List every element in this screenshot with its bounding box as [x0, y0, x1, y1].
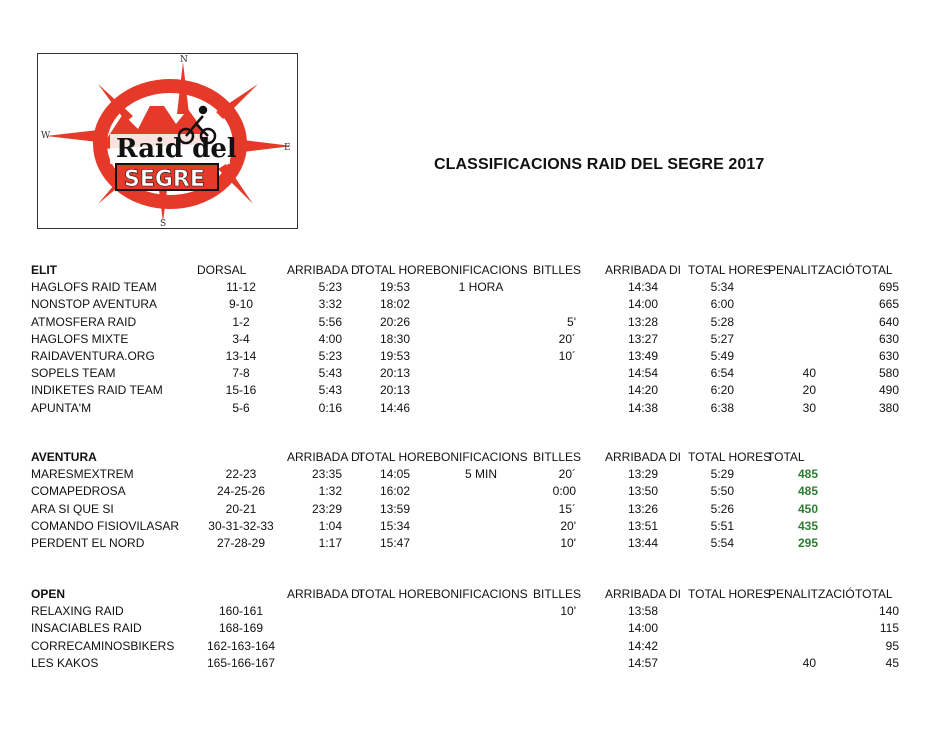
arribada-1-cell: 0:16 [318, 400, 342, 415]
arribada-2-cell: 13:50 [627, 484, 658, 499]
total-cell: 640 [878, 314, 899, 329]
header-bitlles: BITLLES [533, 450, 582, 464]
dorsal-cell: 162-163-164 [206, 638, 276, 653]
compass-w-label: W [41, 131, 51, 141]
bitlles-cell: 20´ [558, 331, 576, 346]
team-name: INSACIABLES RAID [31, 621, 142, 636]
total-hores-1-cell: 18:30 [379, 331, 410, 346]
total-hores-2-cell: 6:54 [710, 366, 734, 381]
table-row [0, 314, 940, 331]
header-arribada-2: ARRIBADA DI [605, 587, 682, 601]
arribada-1-cell: 1:32 [318, 484, 342, 499]
table-row [0, 382, 940, 399]
dorsal-cell: 11-12 [226, 280, 256, 295]
header-bonificacions: BONIFICACIONS [433, 587, 528, 601]
header-arribada-2: ARRIBADA DI [605, 263, 682, 277]
penalitzacio-cell: 40 [802, 655, 816, 670]
arribada-2-cell: 14:20 [627, 383, 658, 398]
arribada-2-cell: 13:49 [627, 349, 658, 363]
team-name: RAIDAVENTURA.ORG [31, 349, 155, 363]
bitlles-cell: 20' [560, 518, 576, 533]
arribada-1-cell: 23:29 [311, 501, 342, 516]
total-cell: 580 [878, 366, 899, 381]
table-row [0, 348, 940, 365]
header-arribada-1: ARRIBADA DI [287, 263, 364, 277]
penalitzacio-cell: 40 [802, 366, 816, 381]
total-hores-1-cell: 13:59 [379, 501, 410, 516]
arribada-2-cell: 14:42 [627, 638, 658, 653]
compass-n-label: N [180, 55, 188, 65]
bonificacions-cell: 5 MIN [464, 467, 497, 482]
dorsal-cell: 30-31-32-33 [208, 518, 274, 533]
header-total-hores-1: TOTAL HORE [358, 450, 434, 464]
total-hores-2-cell: 5:50 [710, 484, 734, 499]
bitlles-cell: 10´ [558, 349, 576, 363]
team-name: RELAXING RAID [31, 604, 124, 619]
total-hores-2-cell: 6:20 [710, 383, 734, 398]
header-penalitzacio: PENALITZACIÓ [768, 587, 855, 601]
arribada-1-cell: 5:43 [318, 383, 342, 398]
total-hores-2-cell: 5:51 [710, 518, 734, 533]
arribada-2-cell: 13:44 [627, 536, 658, 550]
dorsal-cell: 160-161 [218, 604, 264, 619]
arribada-2-cell: 14:54 [627, 366, 658, 381]
bonificacions-cell: 1 HORA [458, 280, 504, 295]
total-cell: 630 [878, 349, 899, 363]
dorsal-cell: 1-2 [232, 314, 250, 329]
total-hores-1-cell: 20:26 [379, 314, 410, 329]
table-row [0, 638, 940, 655]
elit-category-label: ELIT [31, 263, 57, 277]
arribada-2-cell: 13:27 [627, 331, 658, 346]
header-bonificacions: BONIFICACIONS [433, 263, 528, 277]
header-arribada-2: ARRIBADA DI [605, 450, 682, 464]
dorsal-cell: 13-14 [225, 349, 257, 363]
total-cell: 630 [878, 331, 899, 346]
total-hores-1-cell: 20:13 [379, 366, 410, 381]
team-name: INDIKETES RAID TEAM [31, 383, 163, 398]
total-hores-2-cell: 6:00 [710, 297, 734, 312]
header-total-hores-1: TOTAL HORE [358, 263, 434, 277]
dorsal-cell: 7-8 [232, 366, 250, 381]
total-hores-2-cell: 5:27 [710, 331, 734, 346]
table-row [0, 400, 940, 417]
arribada-1-cell: 5:43 [318, 366, 342, 381]
total-cell: 140 [878, 604, 899, 619]
dorsal-cell: 27-28-29 [216, 536, 266, 550]
arribada-1-cell: 5:23 [318, 349, 342, 363]
total-hores-2-cell: 5:29 [710, 467, 734, 482]
logo-text-top: Raid del [116, 134, 237, 164]
team-name: APUNTA'M [31, 400, 92, 415]
table-row [0, 501, 940, 518]
arribada-2-cell: 14:00 [627, 621, 658, 636]
team-name: COMAPEDROSA [31, 484, 126, 499]
table-row [0, 296, 940, 313]
total-cell: 115 [879, 621, 899, 636]
bitlles-cell: 10' [560, 536, 576, 550]
team-name: PERDENT EL NORD [31, 536, 145, 550]
header-total: TOTAL [855, 263, 893, 277]
elit-header-row [0, 262, 940, 279]
header-total-hores-1: TOTAL HORE [358, 587, 434, 601]
total-hores-2-cell: 6:38 [710, 400, 734, 415]
total-cell: 485 [797, 484, 818, 499]
header-total: TOTAL [855, 587, 893, 601]
header-total-hores-2: TOTAL HORES [688, 263, 772, 277]
header-bitlles: BITLLES [533, 263, 582, 277]
total-hores-2-cell: 5:49 [710, 349, 734, 363]
header-penalitzacio: PENALITZACIÓ [768, 263, 855, 277]
bitlles-cell: 5' [567, 314, 576, 329]
arribada-1-cell: 1:17 [318, 536, 342, 550]
bitlles-cell: 20´ [558, 467, 576, 482]
total-hores-2-cell: 5:54 [710, 536, 734, 550]
total-hores-1-cell: 19:53 [379, 349, 410, 363]
dorsal-cell: 9-10 [228, 297, 254, 312]
compass-e-label: E [284, 143, 291, 153]
total-cell: 95 [885, 638, 899, 653]
arribada-1-cell: 23:35 [311, 467, 342, 482]
arribada-2-cell: 13:51 [627, 518, 658, 533]
compass-s-label: S [160, 219, 167, 228]
total-cell: 435 [797, 518, 818, 533]
team-name: CORRECAMINOSBIKERS [31, 638, 175, 653]
arribada-1-cell: 1:04 [318, 518, 342, 533]
header-arribada-1: ARRIBADA DI [287, 587, 364, 601]
table-row [0, 365, 940, 382]
total-cell: 45 [885, 655, 899, 670]
team-name: NONSTOP AVENTURA [31, 297, 158, 312]
total-hores-1-cell: 15:34 [379, 518, 410, 533]
aventura-header-row [0, 449, 940, 466]
total-cell: 450 [797, 501, 818, 516]
total-cell: 665 [878, 297, 899, 312]
table-row [0, 483, 940, 500]
arribada-2-cell: 14:34 [627, 280, 658, 295]
logo-compass-graphic [38, 54, 297, 228]
aventura-category-label: AVENTURA [31, 450, 97, 464]
team-name: COMANDO FISIOVILASAR [31, 518, 180, 533]
dorsal-cell: 22-23 [225, 467, 257, 482]
table-row [0, 466, 940, 483]
dorsal-cell: 3-4 [232, 331, 250, 346]
arribada-2-cell: 13:28 [627, 314, 658, 329]
table-row [0, 535, 940, 552]
arribada-1-cell: 5:56 [318, 314, 342, 329]
team-name: LES KAKOS [31, 655, 99, 670]
logo-text-bottom: SEGRE [124, 167, 205, 192]
total-hores-1-cell: 20:13 [379, 383, 410, 398]
dorsal-cell: 5-6 [232, 400, 250, 415]
total-cell: 295 [797, 536, 818, 550]
dorsal-cell: 20-21 [225, 501, 257, 516]
arribada-2-cell: 13:26 [627, 501, 658, 516]
table-row [0, 620, 940, 637]
arribada-1-cell: 3:32 [318, 297, 342, 312]
header-dorsal: DORSAL [197, 263, 247, 277]
arribada-2-cell: 13:29 [627, 467, 658, 482]
arribada-2-cell: 14:00 [627, 297, 658, 312]
header-total: TOTAL [767, 450, 805, 464]
open-header-row [0, 586, 940, 603]
total-hores-1-cell: 18:02 [379, 297, 410, 312]
bitlles-cell: 15´ [558, 501, 576, 516]
total-cell: 380 [878, 400, 899, 415]
header-total-hores-2: TOTAL HORES [688, 587, 772, 601]
table-row [0, 603, 940, 620]
total-cell: 485 [797, 467, 818, 482]
arribada-1-cell: 5:23 [318, 280, 342, 295]
header-total-hores-2: TOTAL HORES [688, 450, 772, 464]
arribada-2-cell: 13:58 [627, 604, 658, 619]
total-hores-2-cell: 5:26 [710, 501, 734, 516]
penalitzacio-cell: 30 [802, 400, 816, 415]
total-hores-1-cell: 14:05 [379, 467, 410, 482]
dorsal-cell: 168-169 [218, 621, 264, 636]
team-name: HAGLOFS RAID TEAM [31, 280, 157, 295]
dorsal-cell: 24-25-26 [216, 484, 266, 499]
total-hores-1-cell: 14:46 [379, 400, 410, 415]
team-name: ARA SI QUE SI [31, 501, 114, 516]
total-cell: 695 [878, 280, 899, 295]
header-bonificacions: BONIFICACIONS [433, 450, 528, 464]
total-hores-1-cell: 19:53 [379, 280, 410, 295]
team-name: MARESMEXTREM [31, 467, 134, 482]
dorsal-cell: 165-166-167 [206, 655, 276, 670]
penalitzacio-cell: 20 [802, 383, 816, 398]
total-hores-1-cell: 15:47 [379, 536, 410, 550]
raid-del-segre-logo [37, 53, 298, 229]
page-title: CLASSIFICACIONS RAID DEL SEGRE 2017 [434, 156, 765, 173]
table-row [0, 279, 940, 296]
team-name: SOPELS TEAM [31, 366, 116, 381]
header-arribada-1: ARRIBADA DI [287, 450, 364, 464]
header-bitlles: BITLLES [533, 587, 582, 601]
arribada-2-cell: 14:38 [627, 400, 658, 415]
table-row [0, 655, 940, 672]
total-cell: 490 [878, 383, 899, 398]
arribada-1-cell: 4:00 [318, 331, 342, 346]
open-category-label: OPEN [31, 587, 66, 601]
arribada-2-cell: 14:57 [627, 655, 658, 670]
total-hores-2-cell: 5:34 [710, 280, 734, 295]
team-name: ATMOSFERA RAID [31, 314, 137, 329]
total-hores-2-cell: 5:28 [710, 314, 734, 329]
table-row [0, 331, 940, 348]
team-name: HAGLOFS MIXTE [31, 331, 129, 346]
bitlles-cell: 0:00 [552, 484, 576, 499]
table-row [0, 518, 940, 535]
total-hores-1-cell: 16:02 [379, 484, 410, 499]
bitlles-cell: 10' [560, 604, 576, 619]
dorsal-cell: 15-16 [225, 383, 257, 398]
